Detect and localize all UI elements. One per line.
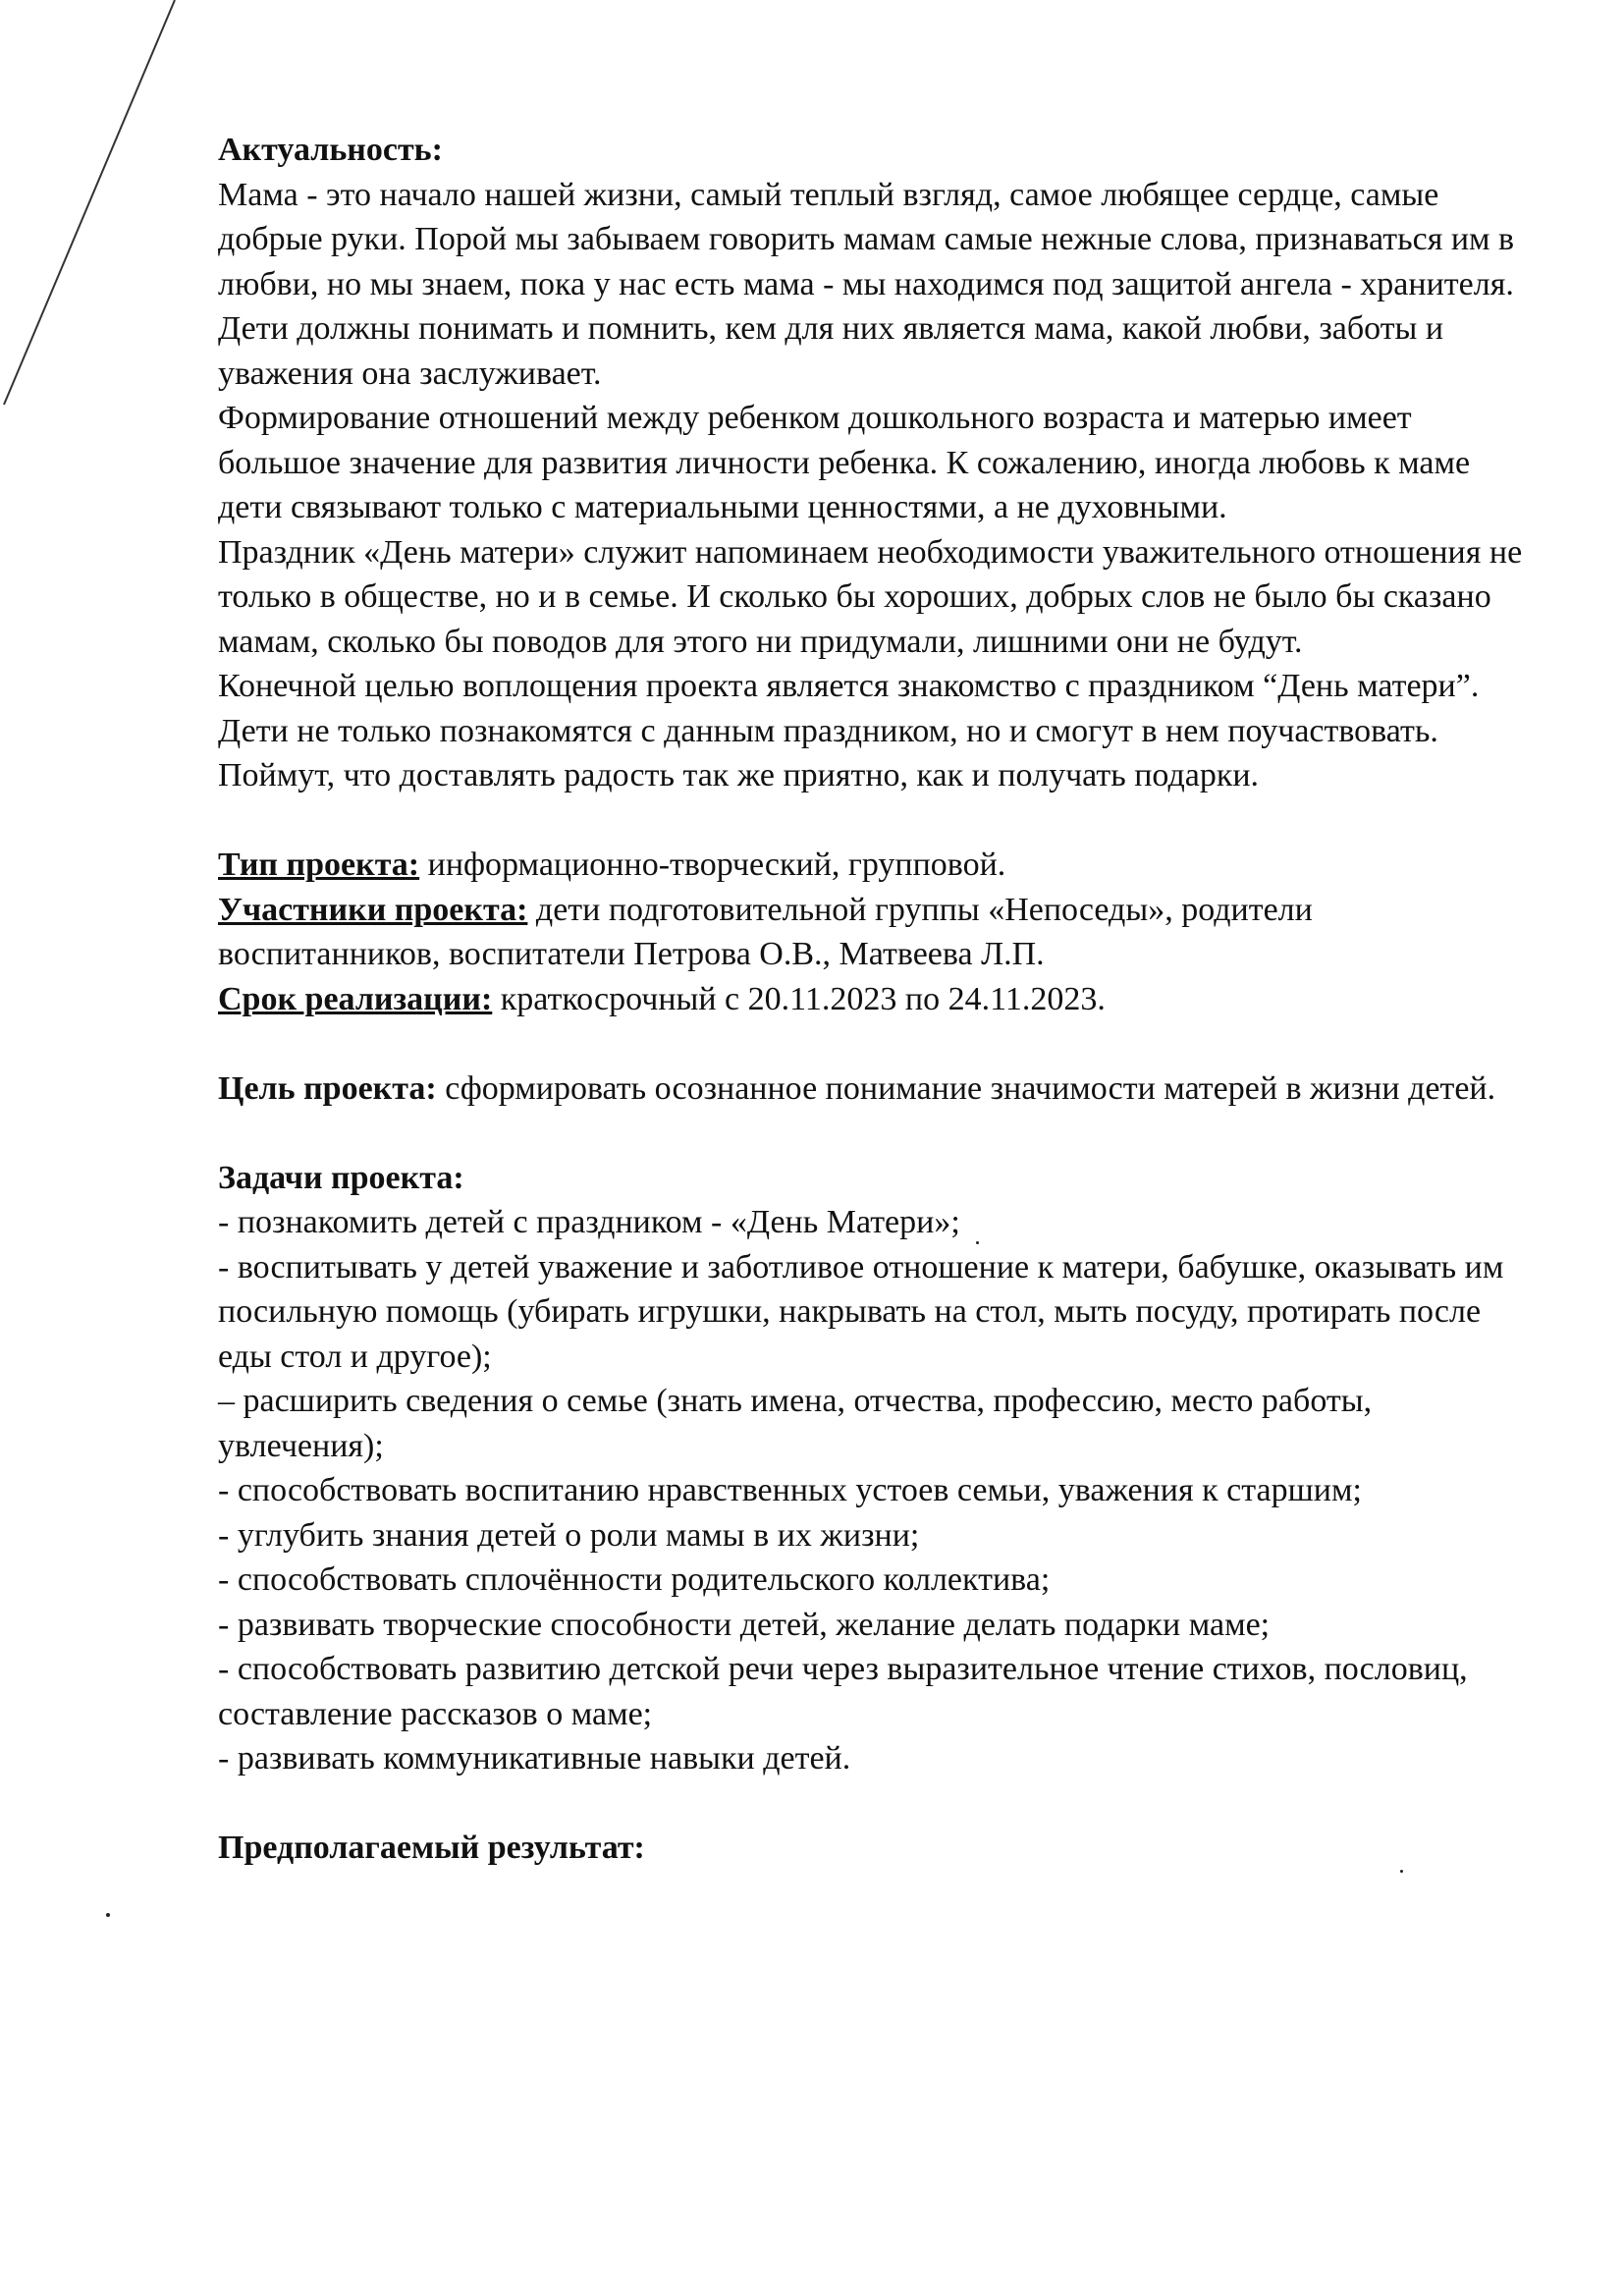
task-item: - способствовать сплочённости родительского коллектива;	[218, 1561, 1051, 1598]
participants-value: дети подготовительной группы «Непоседы», родители воспитанников, воспитатели Петрова О.В., Матвеева Л.П.	[218, 891, 1313, 972]
task-item: - познакомить детей с праздником - «День Матери»;	[218, 1204, 960, 1240]
term-value: краткосрочный с 20.11.2023 по 24.11.2023.	[492, 980, 1106, 1017]
result-section	[218, 1826, 1534, 1871]
task-item: - способствовать воспитанию нравственных устоев семьи, уважения к старшим;	[218, 1472, 1362, 1508]
task-item: - способствовать развитию детской речи через выразительное чтение стихов, пословиц, составление рассказов о маме;	[218, 1651, 1468, 1732]
goal-value: сформировать осознанное понимание значимости матерей в жизни детей.	[436, 1069, 1496, 1107]
task-item: - воспитывать у детей уважение и заботливое отношение к матери, бабушке, оказывать им посильную помощь (убирать игрушки, накрывать на стол, мыть посуду, протирать после еды стол и другое);	[218, 1248, 1504, 1375]
spacer	[218, 1781, 1534, 1827]
tasks-section	[218, 1156, 1534, 1781]
spacer	[218, 1111, 1534, 1156]
task-item: - развивать коммуникативные навыки детей.	[218, 1740, 851, 1777]
project-type-value: информационно-творческий, групповой.	[419, 847, 1006, 883]
project-type-label: Тип проекта:	[218, 847, 420, 883]
actuality-heading: Актуальность:	[218, 132, 443, 168]
task-item: – расширить сведения о семье (знать имена, отчества, профессию, место работы, увлечения);	[218, 1383, 1373, 1464]
spacer	[218, 1021, 1534, 1066]
tasks-heading: Задачи проекта:	[218, 1159, 464, 1196]
task-item: - углубить знания детей о роли мамы в их жизни;	[218, 1516, 920, 1554]
term-label: Срок реализации:	[218, 980, 493, 1017]
document-body	[218, 128, 1534, 1871]
actuality-paragraph: Конечной целью воплощения проекта является знакомство с праздником “День матери”. Дети не только познакомятся с данным праздником, но и смогут в нем поучаствовать. Поймут, что доставлять радость так же приятно, как и получать подарки.	[218, 668, 1480, 793]
project-info	[218, 843, 1534, 1021]
spacer	[218, 798, 1534, 844]
scan-speck	[106, 1913, 110, 1917]
actuality-paragraph: Формирование отношений между ребенком дошкольного возраста и матерью имеет большое значение для развития личности ребенка. К сожалению, иногда любовь к маме дети связывают только с материальными ценностями, а не духовными.	[218, 400, 1471, 525]
participants-line	[218, 888, 1534, 977]
actuality-paragraph: Мама - это начало нашей жизни, самый теплый взгляд, самое любящее сердце, самые добрые руки. Порой мы забываем говорить мамам самые нежные слова, признаваться им в любви, но мы знаем, пока у нас есть мама - мы находимся под защитой ангела - хранителя. Дети должны понимать и помнить, кем для них является мама, какой любви, заботы и уважения она заслуживает.	[218, 176, 1515, 392]
task-item: - развивать творческие способности детей, желание делать подарки маме;	[218, 1606, 1271, 1643]
term-line	[218, 977, 1534, 1022]
goal-line	[218, 1066, 1534, 1112]
scan-edge-line	[0, 0, 196, 422]
goal-label: Цель проекта:	[218, 1069, 437, 1107]
actuality-paragraph: Праздник «День матери» служит напоминаем необходимости уважительного отношения не только в обществе, но и в семье. И сколько бы хороших, добрых слов не было бы сказано мамам, сколько бы поводов для этого ни придумали, лишними они не будут.	[218, 533, 1523, 660]
actuality-section	[218, 128, 1534, 798]
participants-label: Участники проекта:	[218, 891, 528, 928]
result-heading: Предполагаемый результат:	[218, 1830, 645, 1866]
goal-section	[218, 1066, 1534, 1112]
project-type-line	[218, 843, 1534, 888]
